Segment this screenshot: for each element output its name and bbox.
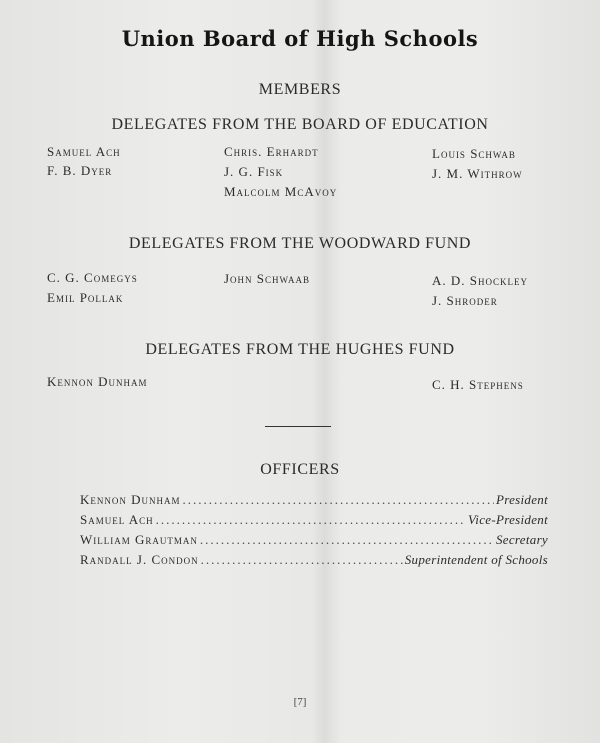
officer-title: Superintendent of Schools bbox=[404, 552, 548, 567]
member-name: C. H. Stephens bbox=[432, 377, 524, 392]
officer-row bbox=[80, 552, 548, 568]
member-name: Emil Pollak bbox=[47, 290, 124, 305]
officer-row bbox=[80, 532, 548, 548]
dot-leader bbox=[183, 492, 494, 508]
officer-title: President bbox=[495, 492, 548, 507]
dot-leader bbox=[156, 512, 466, 528]
page-number: [7] bbox=[293, 696, 307, 708]
dot-leader bbox=[201, 552, 403, 568]
members-heading: MEMBERS bbox=[258, 81, 342, 98]
dot-leader bbox=[200, 532, 494, 548]
member-name: John Schwaab bbox=[224, 271, 311, 286]
section-divider bbox=[265, 426, 331, 427]
page-title: Union Board of High Schools bbox=[121, 26, 479, 51]
member-name: Malcolm McAvoy bbox=[224, 184, 338, 199]
member-name: J. Shroder bbox=[432, 293, 498, 308]
officer-name: William Grautman bbox=[80, 532, 198, 547]
officer-title: Vice-President bbox=[468, 512, 548, 527]
member-name: F. B. Dyer bbox=[47, 163, 113, 178]
woodward-fund-heading: DELEGATES FROM THE WOODWARD FUND bbox=[128, 235, 472, 252]
member-name: J. M. Withrow bbox=[432, 166, 523, 181]
member-name: A. D. Shockley bbox=[432, 273, 529, 288]
member-name: Louis Schwab bbox=[432, 146, 516, 161]
officer-row bbox=[80, 512, 548, 528]
officer-title: Secretary bbox=[495, 532, 548, 547]
officer-name: Samuel Ach bbox=[80, 512, 154, 527]
officer-name: Randall J. Condon bbox=[80, 552, 199, 567]
officer-row bbox=[80, 492, 548, 508]
board-of-education-heading: DELEGATES FROM THE BOARD OF EDUCATION bbox=[111, 116, 489, 133]
member-name: Samuel Ach bbox=[47, 144, 121, 159]
member-name: Kennon Dunham bbox=[47, 374, 148, 389]
member-name: C. G. Comegys bbox=[47, 270, 138, 285]
officers-heading: OFFICERS bbox=[260, 461, 340, 478]
officer-name: Kennon Dunham bbox=[80, 492, 181, 507]
member-name: Chris. Erhardt bbox=[224, 144, 319, 159]
hughes-fund-heading: DELEGATES FROM THE HUGHES FUND bbox=[145, 341, 455, 358]
member-name: J. G. Fisk bbox=[224, 164, 284, 179]
